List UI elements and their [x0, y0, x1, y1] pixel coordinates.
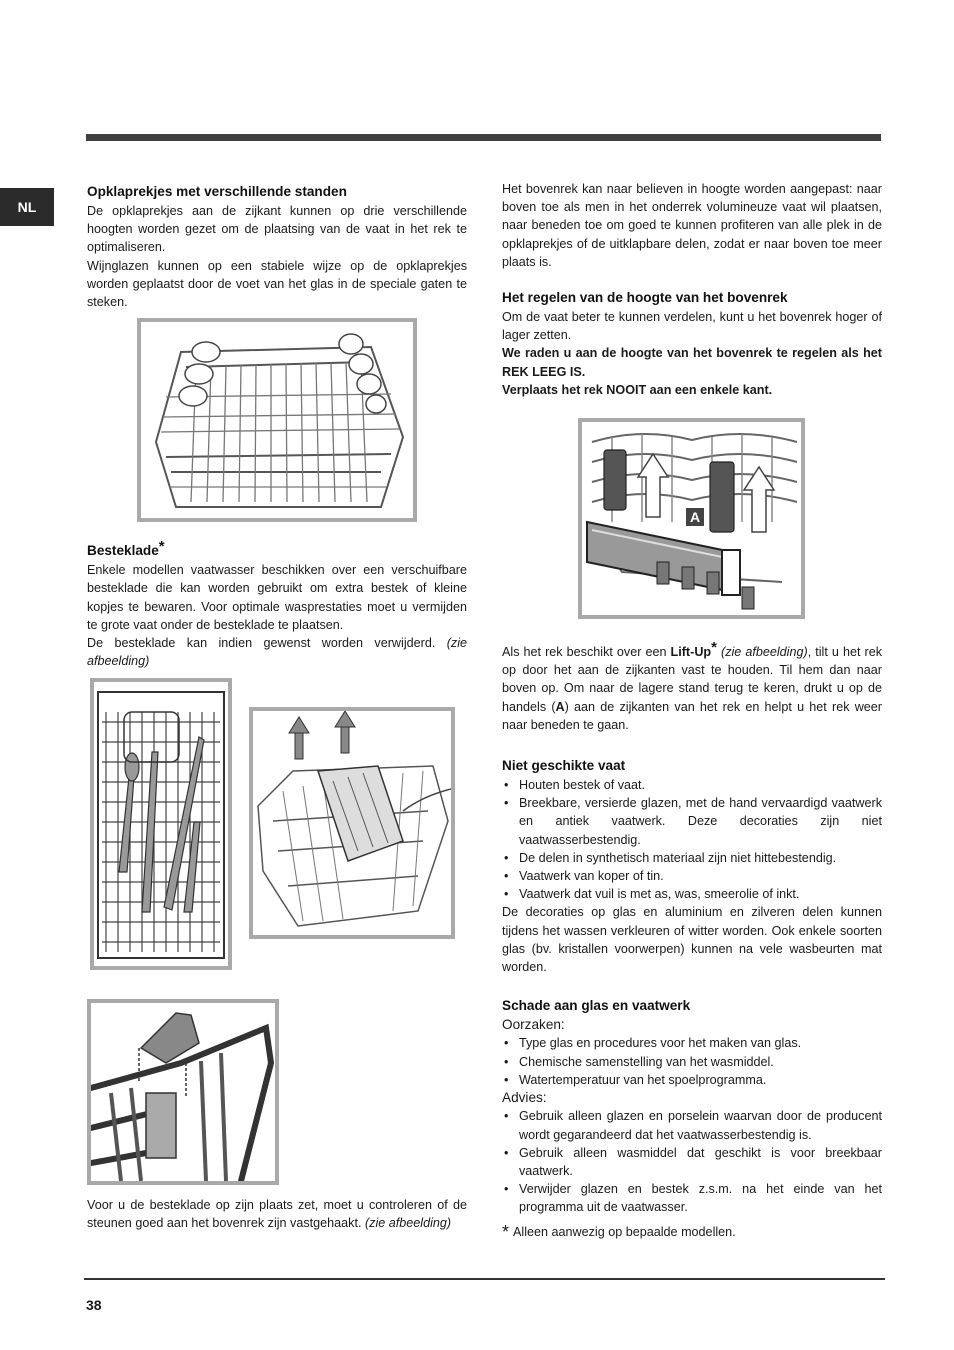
- right-column: [502, 180, 882, 1241]
- upper-rack-intro: Het bovenrek kan naar believen in hoogte worden aangepast: naar boven toe als men in het onderrek volumineuze vaat wil plaatsen, naar beneden toe om goed te kunnen profiteren van alle plek in de opklaprekjes of de uitklapbare delen, zodat er naar boven toe meer plaats is.: [502, 182, 882, 269]
- section-title-cutlery-tray: [87, 538, 467, 561]
- footnote: [502, 1223, 882, 1241]
- header-bar: [86, 134, 881, 141]
- footnote-star: *: [158, 538, 165, 556]
- footnote-star: *: [502, 1221, 510, 1242]
- handle-label: A: [555, 699, 565, 714]
- figure-rack-shelves: [137, 318, 417, 522]
- tray-supports-illustration: [91, 1003, 275, 1181]
- list-item: • Vaatwerk van koper of tin.: [502, 867, 882, 885]
- tray-removal-illustration: [253, 711, 451, 935]
- list-item: • Breekbare, versierde glazen, met de hand vervaardigd vaatwerk en antiek vaatwerk. Deze decoraties zijn niet vaatwasserbestendig.: [502, 794, 882, 849]
- cutlery-tray-title: Besteklade: [87, 543, 159, 559]
- supports-paragraph: [87, 1196, 467, 1232]
- shelves-paragraph-2: Wijnglazen kunnen op een stabiele wijze op de opklaprekjes worden geplaatst door de voet van het glas in de speciale gaten te steken.: [87, 258, 467, 310]
- figure-cutlery-tray-removal: [249, 707, 455, 939]
- figure-label-a: A: [689, 509, 701, 525]
- advice-list: [502, 1107, 882, 1216]
- figure-tray-supports: [87, 999, 279, 1185]
- section-title-upper-rack-height: Het regelen van de hoogte van het bovenrek: [502, 290, 788, 306]
- one-side-warning: Verplaats het rek NOOIT aan een enkele kant.: [502, 382, 773, 397]
- section-title-unsuitable-dishes: Niet geschikte vaat: [502, 758, 626, 774]
- list-item: • Gebruik alleen wasmiddel dat geschikt is voor breekbaar vaatwerk.: [502, 1144, 882, 1180]
- shelves-paragraph-1: De opklaprekjes aan de zijkant kunnen op drie verschillende hoogten worden gezet om de plaatsing van de vaat in het rek te optimaliseren.: [87, 204, 467, 255]
- footnote-star: *: [711, 639, 717, 657]
- lift-up-text-pre: Als het rek beschikt over een: [502, 645, 667, 660]
- list-item: • Chemische samenstelling van het wasmiddel.: [502, 1053, 882, 1071]
- section-title-shelves: Opklaprekjes met verschillende standen: [87, 184, 347, 199]
- figure-lift-up-rack: [578, 418, 805, 619]
- supports-text: Voor u de besteklade op zijn plaats zet, moet u controleren of de steunen goed aan het bovenrek zijn vastgehaakt.: [87, 1198, 467, 1231]
- footnote-text: Alleen aanwezig op bepaalde modellen.: [513, 1224, 736, 1239]
- lift-up-illustration: [582, 422, 801, 615]
- lift-up-paragraph: [502, 639, 883, 734]
- section-title-glass-damage: Schade aan glas en vaatwerk: [502, 998, 691, 1014]
- list-item: • Type glas en procedures voor het maken van glas.: [502, 1034, 882, 1052]
- lift-up-label: Lift-Up: [670, 645, 712, 660]
- list-item: • Vaatwerk dat vuil is met as, was, smeerolie of inkt.: [502, 885, 882, 903]
- cutlery-tray-paragraph-2: [87, 634, 467, 670]
- lift-up-text-mid: , tilt u het rek op door het aan de zijkanten vast te houden. Til hem dan naar boven op. Om naar de lagere stand terug te keren, drukt u op de handels (: [502, 645, 883, 714]
- cutlery-grid-illustration: [94, 682, 228, 966]
- causes-label: Oorzaken:: [502, 1017, 565, 1033]
- see-figure-note: (zie afbeelding): [364, 1216, 452, 1231]
- page-number: 38: [86, 1297, 102, 1313]
- causes-list: [502, 1034, 882, 1089]
- cutlery-tray-text: De besteklade kan indien gewenst worden verwijderd.: [87, 636, 436, 651]
- lift-up-text-post: ) aan de zijkanten van het rek en helpt u het rek weer naar beneden te gaan.: [502, 699, 882, 732]
- upper-rack-height-paragraph: Om de vaat beter te kunnen verdelen, kunt u het bovenrek hoger of lager zetten.: [502, 310, 882, 343]
- unsuitable-dishes-list: [502, 776, 882, 903]
- discoloration-paragraph: De decoraties op glas en aluminium en zilveren delen kunnen tijdens het wassen verkleuren of witter worden. Ook enkele soorten glas (bv. kristallen voorwerpen) kunnen na vele wasbeurten mat worden.: [502, 905, 882, 975]
- cutlery-tray-paragraph-1: Enkele modellen vaatwasser beschikken over een verschuifbare besteklade die kan worden gebruikt om extra bestek of kleine kopjes te bewaren. Voor optimale wasprestaties moet u vermijden te grote vaat onder de besteklade te plaatsen.: [87, 563, 467, 632]
- rack-shelves-illustration: [141, 322, 413, 518]
- list-item: • Gebruik alleen glazen en porselein waarvan door de producent wordt gegarandeerd dat het vaatwasserbestendig is.: [502, 1107, 882, 1143]
- see-figure-note: (zie afbeelding): [87, 636, 468, 669]
- empty-rack-warning: We raden u aan de hoogte van het bovenrek te regelen als het REK LEEG IS.: [502, 346, 882, 379]
- language-tab: NL: [0, 188, 54, 226]
- see-figure-note: (zie afbeelding): [721, 645, 808, 660]
- list-item: • Verwijder glazen en bestek z.s.m. na het einde van het programma uit de vaatwasser.: [502, 1180, 882, 1216]
- footer-rule: [84, 1278, 885, 1280]
- advice-label: Advies:: [502, 1090, 547, 1106]
- list-item: • De delen in synthetisch materiaal zijn niet hittebestendig.: [502, 849, 882, 867]
- left-column-bottom: [87, 1196, 467, 1232]
- list-item: • Watertemperatuur van het spoelprogramma.: [502, 1071, 882, 1089]
- figure-cutlery-top: [90, 678, 232, 970]
- list-item: • Houten bestek of vaat.: [502, 776, 882, 794]
